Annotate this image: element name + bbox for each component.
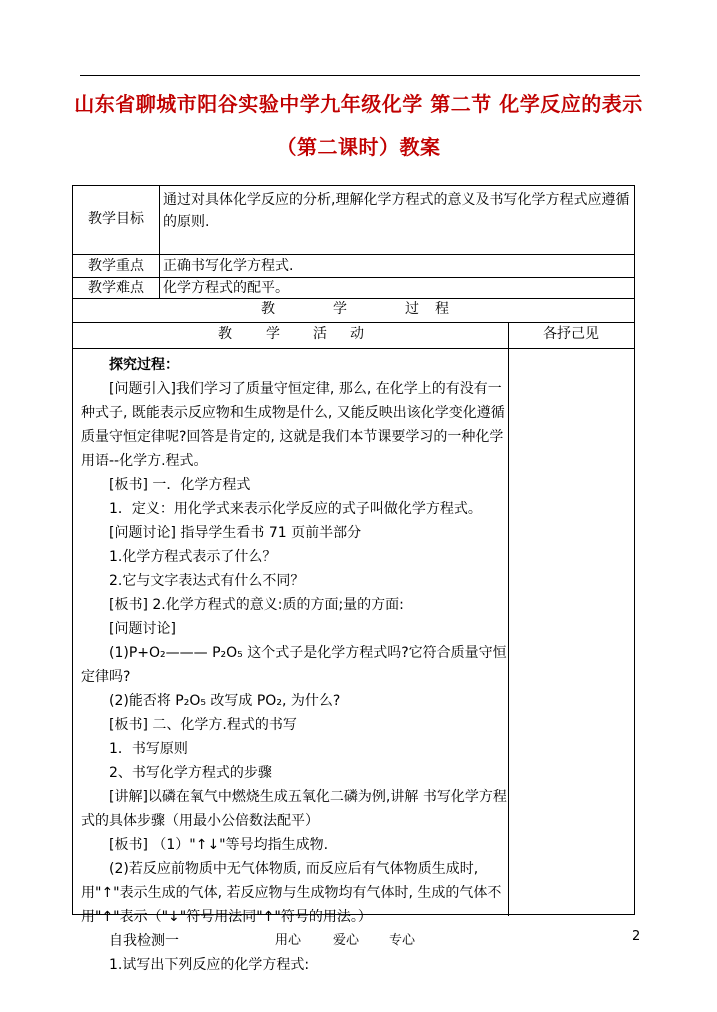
footer-motto-item: 用心 [275,933,302,948]
process-header-char: 学 [333,301,347,317]
content-line: 1．书写原则 [109,741,188,757]
content-line: 1.化学方程式表示了什么？ [109,549,277,565]
content-line: [板书] 2.化学方程式的意义:质的方面;量的方面: [109,597,404,613]
process-header-char: 教 [261,301,275,317]
content-line: [问题讨论] [109,621,176,637]
content-line: 1.试写出下列反应的化学方程式: [109,957,310,973]
footer-motto-item: 专心 [389,933,416,948]
lesson-content [81,353,507,977]
page-number: 2 [632,929,641,944]
content-line: [问题讨论] 指导学生看书 71 页前半部分 [109,525,362,541]
content-line: (1)P+O₂——— P₂O₅ 这个式子是化学方程式吗?它符合质量守恒定律吗? [81,645,507,685]
activity-header-char: 学 [266,326,280,342]
content-line: 1．定义：用化学式来表示化学反应的式子叫做化学方程式。 [109,501,482,517]
goal-label: 教学目标 [88,211,144,227]
activity-header-char: 活 [313,326,327,342]
content-line: 2、书写化学方程式的步骤 [109,765,272,781]
content-line: (2)若反应前物质中无气体物质, 而反应后有气体物质生成时, 用"↑"表示生成的气体, 若反应物与生成物均有气体时, 生成的气体不用"↑"表示（"↓"符号用法同"↑"符号的用法。） [81,861,502,925]
opinion-header: 各抒己见 [543,326,599,342]
goal-text: 通过对具体化学反应的分析,理解化学方程式的意义及书写化学方程式应遵循的原则. [163,192,630,230]
table-column-divider [508,322,509,916]
focus-text: 正确书写化学方程式. [163,258,294,274]
process-header-char: 程 [435,301,449,317]
content-line: [板书] 一．化学方程式 [109,477,251,493]
activity-header-char: 教 [218,326,232,342]
content-line: [板书] 二、化学方.程式的书写 [109,717,297,733]
activity-header-char: 动 [350,326,364,342]
document-title-line2: （第二课时）教案 [276,135,441,159]
content-line: [讲解]以磷在氧气中燃烧生成五氧化二磷为例,讲解 书写化学方程式的具体步骤（用最小公倍数法配平） [81,789,507,829]
process-header-char: 过 [405,301,419,317]
content-line: [问题引入]我们学习了质量守恒定律, 那么, 在化学上的有没有一种式子, 既能表示反应物和生成物是什么, 又能反映出该化学变化遵循质量守恒定律呢?回答是肯定的, 这就是我们本节课要学习的一种化学用语--化学方.程式。 [81,381,505,469]
footer-motto-item: 爱心 [333,933,360,948]
content-line: 2.它与文字表达式有什么不同？ [109,573,305,589]
content-line: 探究过程： [109,357,179,373]
content-line: (2)能否将 P₂O₅ 改写成 PO₂, 为什么? [109,693,341,709]
header-rule [80,75,640,76]
focus-label: 教学重点 [88,258,144,274]
content-line: [板书] （1）"↑↓"等号均指生成物. [109,837,329,853]
difficulty-text: 化学方程式的配平。 [163,280,289,296]
content-line: 自我检测一 [109,933,179,949]
table-column-divider [159,186,160,298]
document-title-line1: 山东省聊城市阳谷实验中学九年级化学 第二节 化学反应的表示 [74,92,643,116]
table-rule [73,348,634,349]
difficulty-label: 教学难点 [88,280,144,296]
